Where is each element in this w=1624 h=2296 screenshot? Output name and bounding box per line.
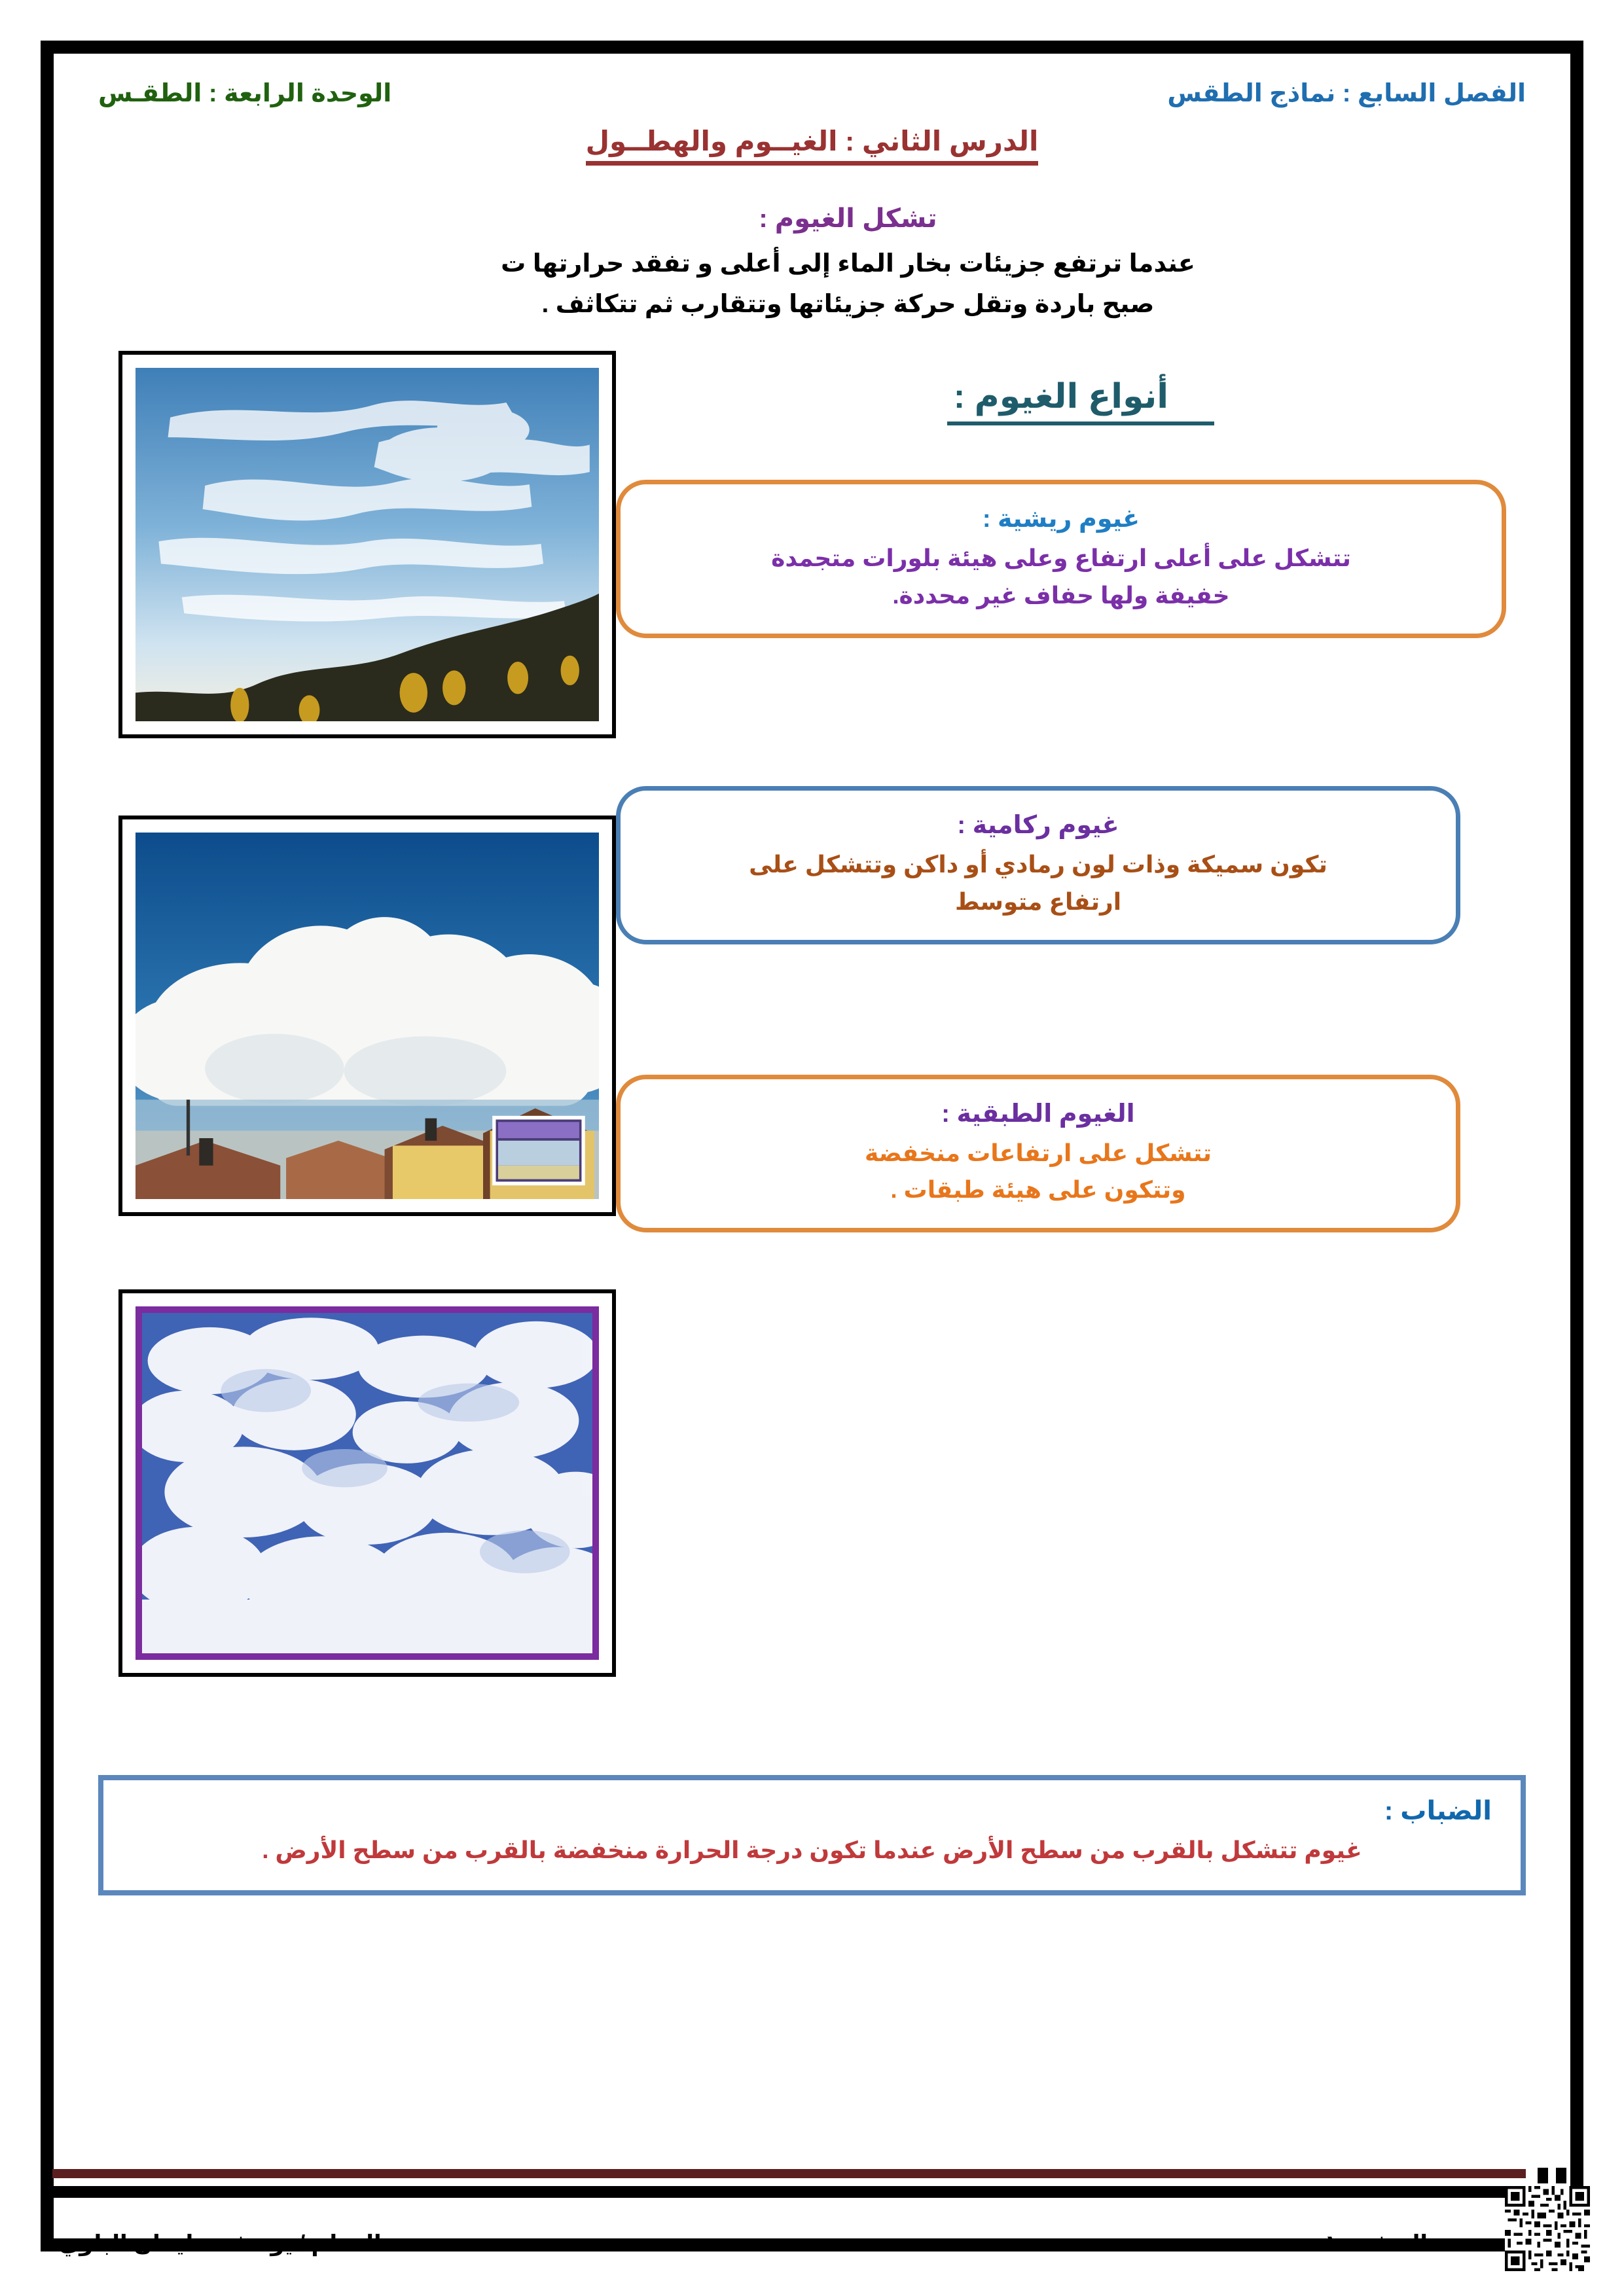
cloud-type-body-cirrus-line-2: خفيفة ولها حفاف غير محددة. xyxy=(892,581,1230,609)
qr-code-icon[interactable] xyxy=(1505,2186,1590,2271)
cloud-type-slot-3 xyxy=(616,1075,1460,1232)
cloud-type-body-cumulus-line-2: ارتفاع متوسط xyxy=(954,888,1122,915)
cloud-type-slot-1 xyxy=(616,461,1506,657)
footer xyxy=(59,2231,1428,2257)
fog-body: غيوم تتشكل بالقرب من سطح الأرض عندما تكون درجة الحرارة منخفضة بالقرب من سطح الأرض . xyxy=(262,1837,1362,1864)
cloud-photo-cirrus xyxy=(135,368,599,721)
cloud-type-body-stratus-line-2: وتتكون على هيئة طبقات . xyxy=(890,1176,1186,1204)
fog-box xyxy=(98,1775,1526,1895)
footer-teacher-name: المعلم / يوسف سليمان البلوي xyxy=(59,2231,382,2256)
cloud-photo-frame-stratus xyxy=(118,1289,616,1677)
cloud-type-box-stratus xyxy=(616,1075,1460,1232)
cloud-type-box-cumulus xyxy=(616,786,1460,944)
lesson-title: الدرس الثاني : الغيــوم والهطــول xyxy=(586,125,1039,166)
cloud-type-title-stratus: الغيوم الطبقية : xyxy=(941,1100,1135,1128)
cloud-type-box-cirrus xyxy=(616,480,1506,637)
cloud-photo-frame-cumulus xyxy=(118,816,616,1216)
cloud-type-body-stratus-line-1: تتشكل على ارتفاعات منخفضة xyxy=(864,1139,1212,1167)
qr-tick-marks xyxy=(1527,2168,1566,2183)
fog-title: الضباب : xyxy=(1384,1797,1492,1826)
footer-rule-black xyxy=(52,2186,1535,2198)
cloud-formation-line-2: صبح باردة وتقل حركة جزيئاتها وتتقارب ثم تتكاثف . xyxy=(541,290,1155,318)
cloud-photo-stratus xyxy=(135,1306,599,1660)
footer-rules xyxy=(52,2169,1535,2198)
header-chapter: الفصل السابع : نماذج الطقس xyxy=(1167,80,1526,107)
cloud-photo-cumulus xyxy=(135,833,599,1199)
cloud-type-body-cumulus-line-1: تكون سميكة وذات لون رمادي أو داكن وتتشكل على xyxy=(749,851,1327,878)
cloud-type-slot-2 xyxy=(616,778,1460,953)
footer-page-number: الصفحة ١ xyxy=(1324,2231,1428,2256)
footer-rule-maroon xyxy=(52,2169,1526,2178)
cloud-photos-column xyxy=(92,351,616,1677)
header-unit: الوحدة الرابعة : الطقـس xyxy=(98,80,392,107)
page-content xyxy=(63,63,1561,2224)
cloud-photo-frame-cirrus xyxy=(118,351,616,738)
cloud-type-title-cumulus: غيوم ركامية : xyxy=(957,812,1119,840)
cloud-types-heading-container xyxy=(616,377,1545,425)
cloud-formation-line-1: عندما ترتفع جزيئات بخار الماء إلى أعلى و تفقد حرارتها ت xyxy=(501,250,1195,278)
cloud-types-column xyxy=(616,351,1545,1677)
cloud-formation-title: تشكل الغيوم : xyxy=(759,204,937,233)
lesson-title-container xyxy=(79,125,1545,166)
cloud-formation-section xyxy=(79,204,1545,325)
cloud-type-body-cirrus-line-1: تتشكل على أعلى ارتفاع وعلى هيئة بلورات متجمدة xyxy=(771,545,1351,572)
cloud-type-title-cirrus: غيوم ريشية : xyxy=(982,505,1140,533)
cloud-types-heading: أنواع الغيوم : xyxy=(947,377,1214,425)
page-header xyxy=(79,63,1545,108)
cloud-types-section xyxy=(79,351,1545,1677)
